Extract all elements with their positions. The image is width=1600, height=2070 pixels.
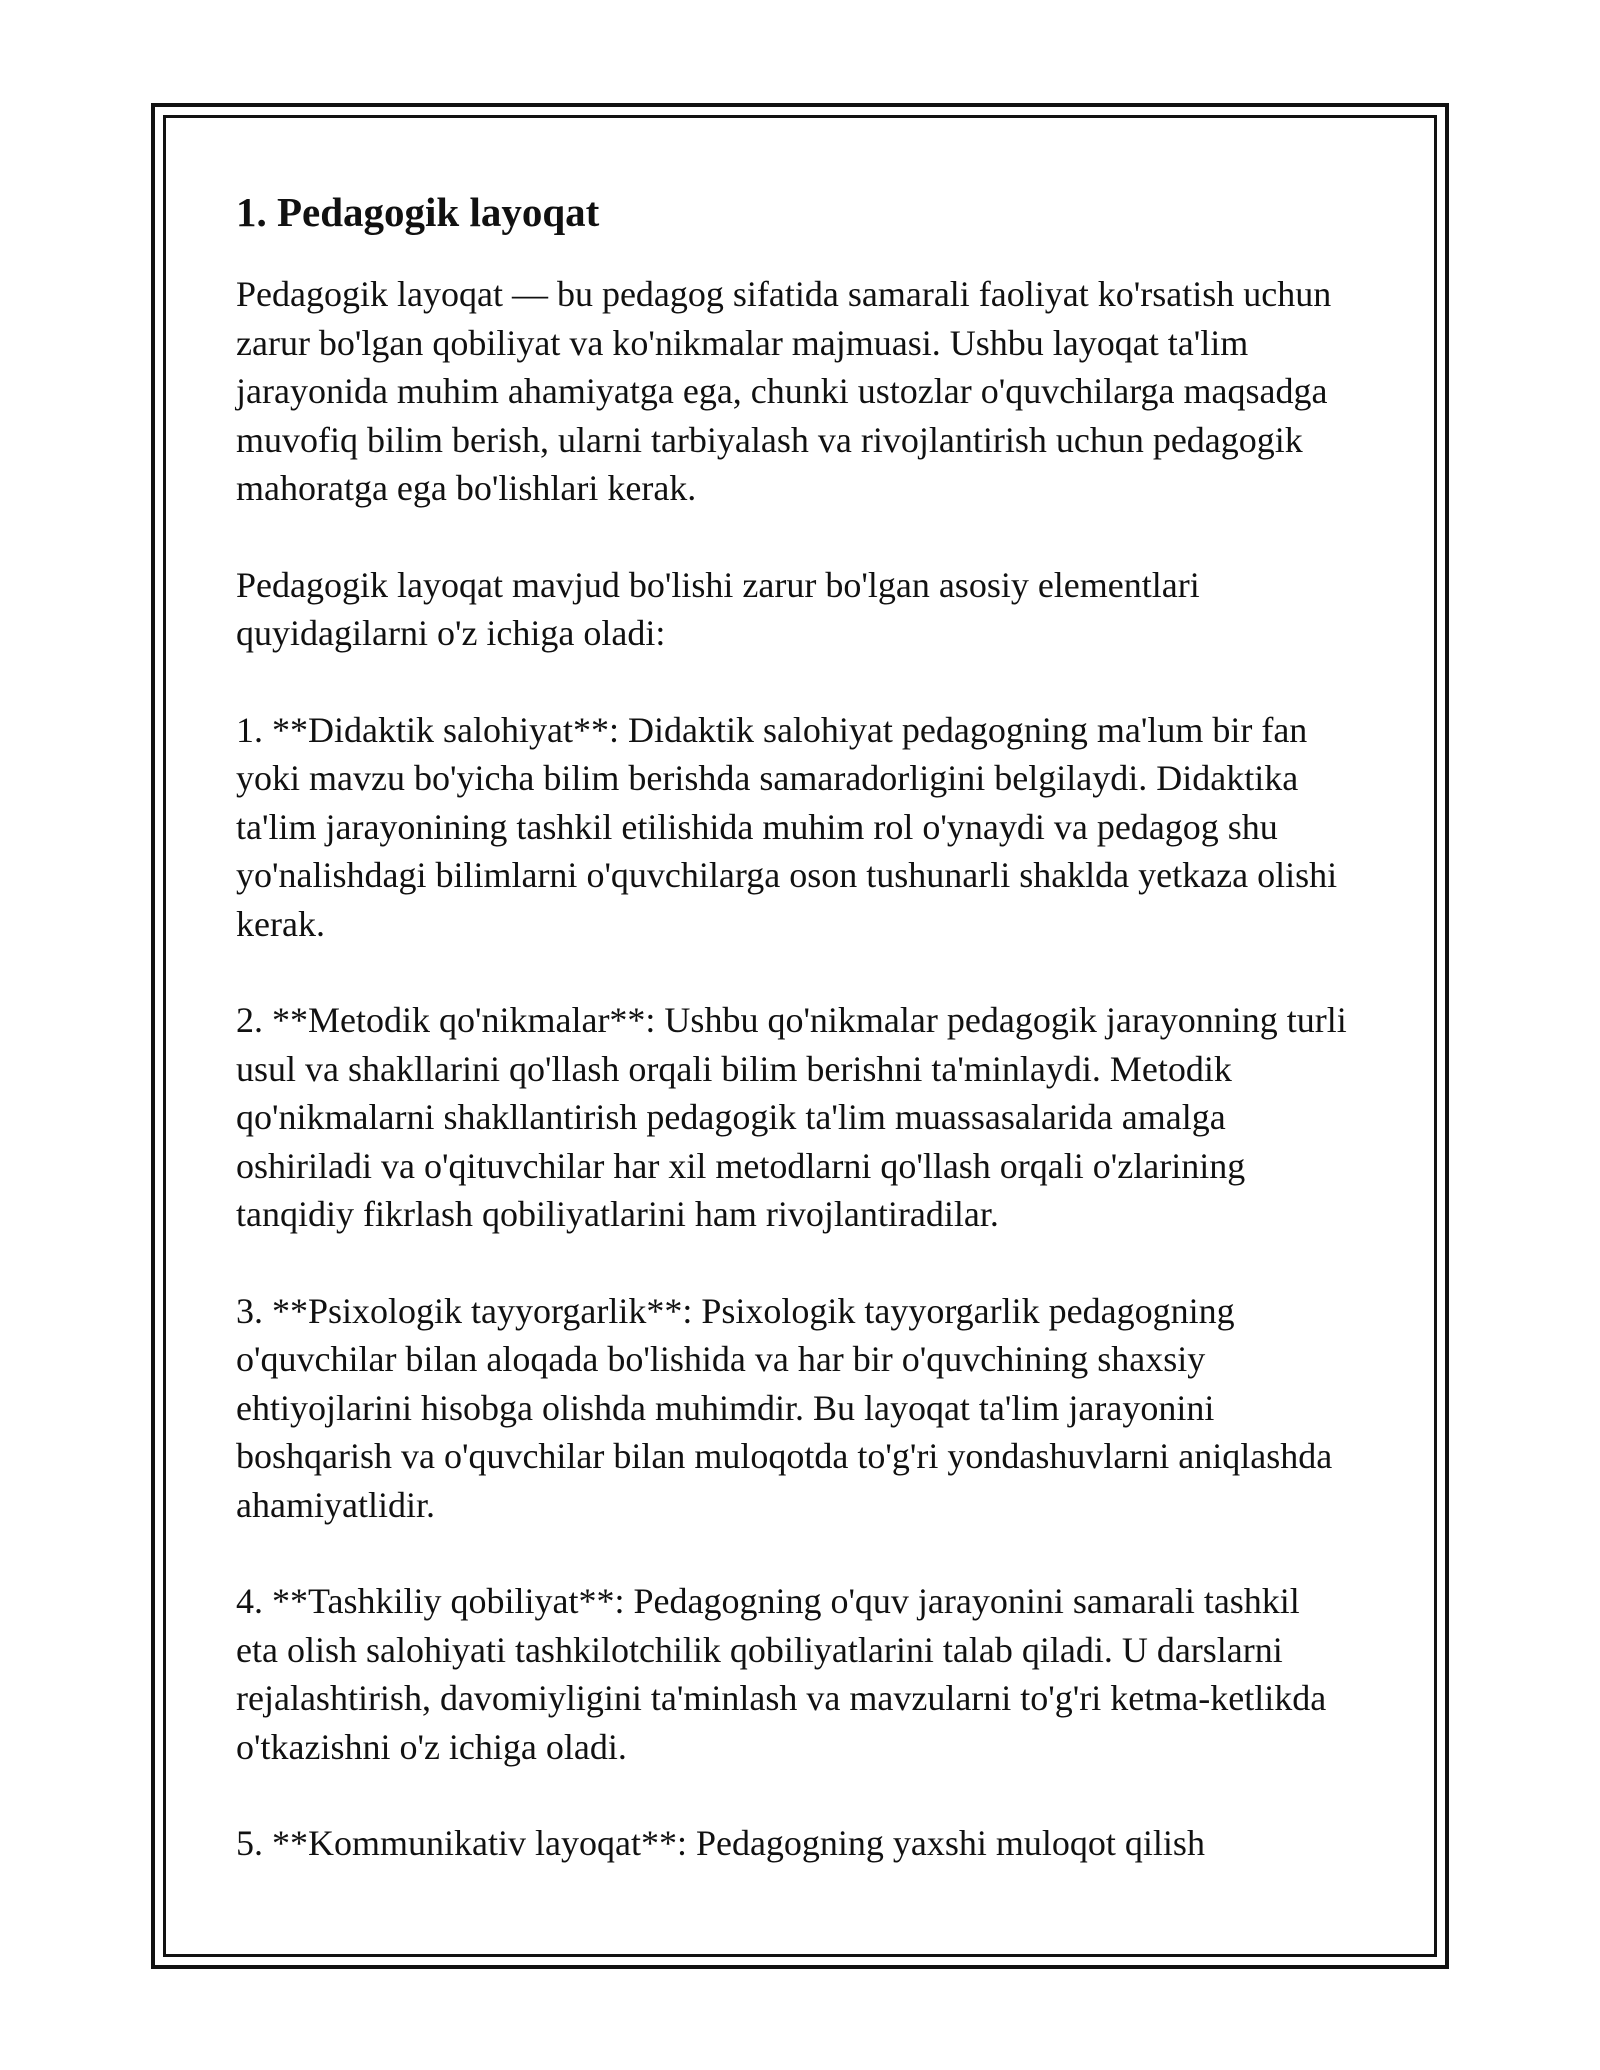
text-line: o'tkazishni o'z ichiga oladi. bbox=[236, 1726, 627, 1767]
text-line: yo'nalishdagi bilimlarni o'quvchilarga oson tushunarli shaklda yetkaza olishi bbox=[236, 855, 1338, 895]
text-line: Pedagogik layoqat mavjud bo'lishi zarur bo'lgan asosiy elementlari bbox=[236, 564, 1200, 605]
text-line: 4. **Tashkiliy qobiliyat**: Pedagogning o'quv jarayonini samarali tashkil bbox=[236, 1581, 1300, 1621]
text-line: 2. **Metodik qo'nikmalar**: Ushbu qo'nikmalar pedagogik jarayonning turli bbox=[236, 1000, 1347, 1040]
text-line: quyidagilarni o'z ichiga oladi: bbox=[236, 613, 666, 653]
text-line: boshqarish va o'quvchilar bilan muloqotda to'g'ri yondashuvlarni aniqlashda bbox=[236, 1436, 1333, 1476]
paragraph-elements-intro bbox=[236, 561, 1376, 658]
section-heading: 1. Pedagogik layoqat bbox=[236, 189, 600, 235]
list-item-communicative bbox=[236, 1819, 1376, 1868]
text-line: o'quvchilar bilan aloqada bo'lishida va har bir o'quvchining shaxsiy bbox=[236, 1339, 1206, 1379]
text-line: eta olish salohiyati tashkilotchilik qobiliyatlarini talab qiladi. U darslarni bbox=[236, 1629, 1283, 1670]
text-line: jarayonida muhim ahamiyatga ega, chunki ustozlar o'quvchilarga maqsadga bbox=[236, 371, 1328, 411]
text-line: Pedagogik layoqat — bu pedagog sifatida samarali faoliyat ko'rsatish uchun bbox=[236, 274, 1332, 314]
list-item-methodical bbox=[236, 996, 1376, 1239]
list-item-psychological bbox=[236, 1287, 1376, 1530]
text-line: muvofiq bilim berish, ularni tarbiyalash va rivojlantirish uchun pedagogik bbox=[236, 419, 1303, 460]
text-line: oshiriladi va o'qituvchilar har xil metodlarni qo'llash orqali o'zlarining bbox=[236, 1145, 1246, 1186]
text-line: qo'nikmalarni shakllantirish pedagogik ta'lim muassasalarida amalga bbox=[236, 1097, 1226, 1137]
text-line: kerak. bbox=[236, 903, 325, 944]
list-item-didactic bbox=[236, 706, 1376, 949]
list-item-organizational bbox=[236, 1577, 1376, 1771]
text-line: 1. **Didaktik salohiyat**: Didaktik salohiyat pedagogning ma'lum bir fan bbox=[236, 709, 1308, 750]
text-line: zarur bo'lgan qobiliyat va ko'nikmalar majmuasi. Ushbu layoqat ta'lim bbox=[236, 322, 1249, 363]
text-line: tanqidiy fikrlash qobiliyatlarini ham rivojlantiradilar. bbox=[236, 1194, 999, 1234]
text-line: ta'lim jarayonining tashkil etilishida muhim rol o'ynaydi va pedagog shu bbox=[236, 806, 1278, 847]
text-line: 5. **Kommunikativ layoqat**: Pedagogning yaxshi muloqot qilish bbox=[236, 1823, 1205, 1863]
text-line: usul va shakllarini qo'llash orqali bilim berishni ta'minlaydi. Metodik bbox=[236, 1048, 1232, 1089]
text-line: rejalashtirish, davomiyligini ta'minlash va mavzularni to'g'ri ketma-ketlikda bbox=[236, 1678, 1327, 1718]
text-line: 3. **Psixologik tayyorgarlik**: Psixologik tayyorgarlik pedagogning bbox=[236, 1290, 1235, 1331]
text-line: yoki mavzu bo'yicha bilim berishda samaradorligini belgilaydi. Didaktika bbox=[236, 758, 1299, 798]
text-line: mahoratga ega bo'lishlari kerak. bbox=[236, 468, 697, 508]
text-line: ehtiyojlarini hisobga olishda muhimdir. Bu layoqat ta'lim jarayonini bbox=[236, 1387, 1215, 1428]
document-content bbox=[236, 188, 1376, 1868]
text-line: ahamiyatlidir. bbox=[236, 1484, 435, 1525]
paragraph-intro bbox=[236, 270, 1376, 513]
